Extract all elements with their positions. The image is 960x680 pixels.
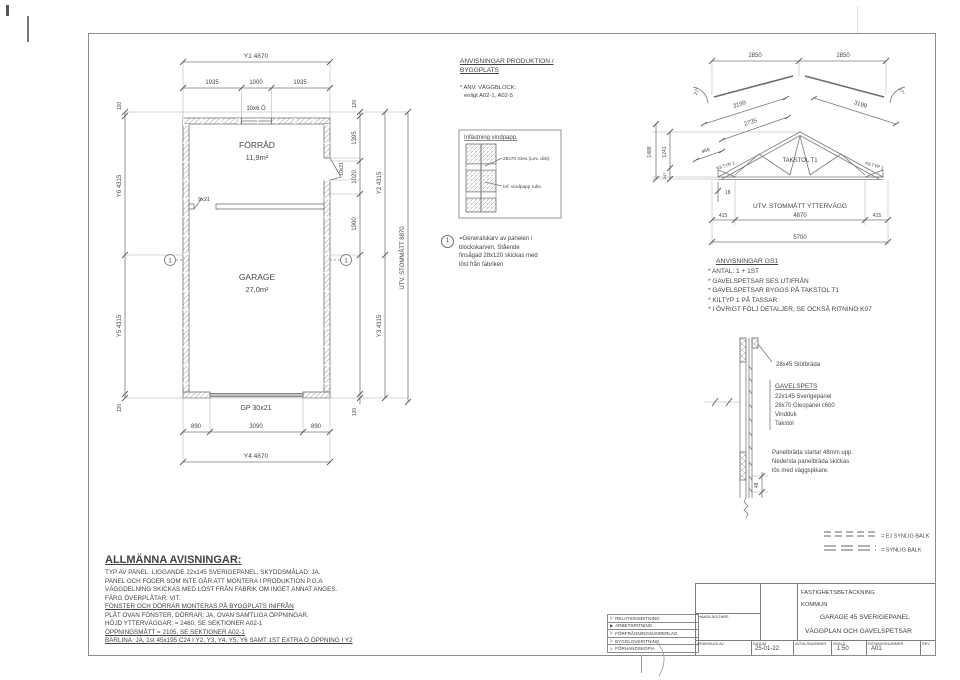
field-value-ritningsnummer: A01 [871, 646, 882, 652]
dim-y1: Y1 4870 [243, 53, 269, 60]
dim-5700: 5700 [793, 235, 807, 241]
field-value-datum: 25-01-22 [755, 646, 780, 652]
gavelspets-title: GAVELSPETS [775, 383, 818, 390]
vindpapp-label-1: 28x70 Gles.(Lev. dist) [503, 157, 550, 162]
status-label: BYGGLOVSRITNING [615, 638, 660, 644]
arrow-outline-icon: ▷ [610, 630, 614, 636]
field-label-avtalsnummer: AVTALSNUMMER [795, 641, 827, 646]
gavel-layer-4: Takstol [775, 421, 794, 427]
gavel-note-1: Panelbräda startar 48mm upp. [772, 450, 854, 456]
dim-2850-left: 2850 [748, 53, 762, 59]
dim-466: 466 [700, 146, 711, 156]
takstol-label: TAKSTOL T1 [782, 158, 818, 164]
gs1-line-1: * ANTAL: 1 + 1ST [708, 268, 760, 275]
dim-stommatt: UTV. STOMMÅTT 8870 [400, 226, 406, 290]
kiltyp-right: KILTYP 1 [864, 160, 885, 171]
hidden-beam-symbol [824, 532, 876, 536]
gs1-title: ANVISNINGAR GS1 [716, 258, 779, 265]
general-notes-line-4: FÄRG ÖVERPLÅTAR: VIT. [105, 594, 181, 602]
titleblock-line [695, 583, 696, 655]
general-note-line-2: blockskarven. Stående [459, 244, 520, 251]
status-label: FÖRFRÅGNINGSUNDERLAG [615, 630, 678, 636]
vindpapp-detail [458, 126, 568, 222]
room-forrad: FÖRRÅD [239, 140, 275, 150]
plan-dimension-text [117, 53, 406, 460]
property-label: FASTIGHETSBETÄCKNING [801, 590, 875, 596]
visible-beam-symbol [824, 546, 876, 550]
vindpapp-title: Infästning vindpapp. [464, 135, 518, 141]
titleblock-line [751, 640, 752, 655]
window-label: 10x6 Ö [246, 106, 266, 112]
titleblock-line [797, 583, 798, 640]
titleblock-line [760, 583, 761, 640]
dim-top-1: 1935 [205, 80, 219, 86]
title-block [695, 583, 935, 655]
field-label-skala: SKALA [833, 641, 846, 646]
dim-1241: 1241 [662, 146, 668, 158]
status-label: ARBETSRITNING [615, 623, 653, 629]
plan-section-markers [165, 255, 352, 266]
section-marker-left: 1 [168, 258, 172, 265]
general-notes-line-8: ÖPPNINGSMÅTT = 2105, SE SEKTIONER A02-1 [105, 628, 245, 636]
beam-legend [818, 524, 948, 560]
general-notes-line-3: VÄGGDELNING SKICKAS MED LÖST FRÅN FABRIK OM INGET ANNAT ANGES. [105, 586, 338, 593]
dim-3199-left: 3199 [732, 100, 747, 110]
municipality-label: KOMMUN [801, 602, 828, 608]
edge-mark [6, 5, 9, 16]
dim-right-120: 120 [352, 99, 358, 109]
titleblock-line [920, 640, 921, 655]
inner-door-label: 9x21 [198, 197, 210, 203]
production-note-line-1: * ANV. VÄGGBLOCK: [460, 85, 517, 91]
dim-right-1395: 1395 [352, 131, 358, 145]
general-note-line-4: löst från fabriken [459, 261, 504, 268]
dim-415-right: 415 [872, 213, 882, 219]
dim-2735: 2735 [743, 118, 758, 128]
general-notes-line-5: FÖNSTER OCH DÖRRAR MONTERAS PÅ BYGGPLATS INIFRÅN [105, 603, 294, 610]
arrow-filled-icon: ▶ [610, 622, 614, 628]
gs1-line-5: * I ÖVRIGT FÖLJ DETALJER, SE OCKSÅ RITNING K07 [708, 306, 872, 313]
gs1-line-4: * KILTYP 1 PÅ TASSAR [708, 296, 778, 304]
dim-y3: Y3 4315 [377, 314, 383, 338]
handlaggare-label: HANDLÄGGARE [698, 613, 729, 619]
plan-room-labels [239, 140, 276, 294]
section-marker-right: 1 [344, 258, 348, 265]
truss-drawing [638, 40, 938, 255]
dim-right-1900: 1900 [352, 217, 358, 231]
dim-bottom-1: 890 [190, 424, 202, 430]
legend-visible-beam: = SYNLIG BALK [881, 547, 922, 554]
dim-y4: Y4 4870 [243, 453, 269, 460]
room-garage-area: 27,0m² [245, 285, 269, 294]
status-label: RELATIONSRITNING [615, 615, 660, 621]
room-forrad-area: 11,9m² [245, 153, 269, 162]
vindpapp-section [466, 144, 502, 212]
production-note-line-2: enligt A02-1, A02-5 [464, 93, 513, 99]
dim-right-bottom-120: 120 [352, 407, 358, 417]
fold-mark [857, 6, 858, 33]
general-note-line-1: =Generalskarv av panelen i [459, 236, 533, 242]
field-label-ritningsnummer: RITNINGSNUMMER [868, 641, 904, 646]
titleblock-line [866, 640, 867, 655]
signature-squiggle [645, 638, 685, 678]
drawing-title: VÄGGPLAN OCH GAVELSPETSAR [805, 628, 912, 635]
dim-2850-right: 2850 [836, 53, 850, 59]
titleblock-line [831, 640, 832, 655]
gavel-note-3: lös med väggspikare. [772, 468, 829, 474]
garage-port-label: GP 30x21 [240, 405, 272, 412]
field-value-skala: 1:50 [837, 646, 849, 652]
kiltyp-left: KILTYP 1 [715, 160, 736, 171]
dim-right-1020: 1020 [352, 170, 358, 184]
stommatt-yttervagg-title: UTV. STOMMÅTT YTTERVÄGG [753, 203, 847, 210]
dim-y2: Y2 4315 [377, 171, 383, 195]
dim-3199-right: 3199 [853, 100, 868, 110]
stotbrada-label: 28x45 Stötbräda [776, 362, 821, 368]
titleblock-line [793, 640, 794, 655]
general-notes-line-7: HÖJD YTTERVÄGGAR: = 2460, SE SEKTIONER A02-1 [105, 620, 263, 627]
project-title: GARAGE 45 SVERIGEPANEL [820, 614, 910, 621]
general-notes-line-6: PLÅT OVAN FÖNSTER, DÖRRAR: JA, OVAN SAMTLIGA ÖPPNINGAR. [105, 611, 309, 619]
dim-4870: 4870 [793, 213, 807, 219]
truss-frame [715, 132, 883, 180]
general-note-line-3: finsågad 28x120 skickas med [459, 253, 538, 259]
production-notes-title-1: ANVISNINGAR PRODUKTION / [460, 58, 554, 65]
room-garage: GARAGE [238, 272, 276, 282]
status-label: FÖRHANDSKOPIA [615, 646, 655, 652]
floor-plan-drawing [90, 38, 440, 478]
vindpapp-label-2: Inf. vindpapp rulle. [503, 185, 543, 190]
angle-left: 27° [692, 86, 702, 97]
gable-top-chords [693, 76, 905, 103]
arrow-outline-icon: ▷ [610, 645, 614, 651]
dim-415-left: 415 [718, 213, 728, 219]
gs1-line-2: * GAVELSPETSAR SES UTIFRÅN [708, 277, 809, 285]
gavelspets-detail [700, 332, 940, 527]
dim-247: 247 [662, 172, 667, 180]
fold-mark [641, 655, 642, 673]
arrow-outline-icon: ▷ [610, 638, 614, 644]
note-marker-circle: 1 [441, 235, 454, 248]
dim-1488: 1488 [647, 146, 653, 158]
dim-y5: Y5 4315 [117, 314, 123, 338]
side-door-label: 10x21 [339, 162, 345, 176]
edge-mark [27, 16, 29, 42]
gavel-layer-2: 28x70 Glespanel c600 [775, 403, 835, 409]
titleblock-line [695, 583, 935, 584]
dim-bottom-2: 3090 [249, 424, 263, 430]
dim-top-2: 1000 [249, 80, 263, 86]
gavel-note-2: Nedersta panelbräda skickas [772, 459, 850, 465]
angle-right: 27° [896, 86, 906, 97]
production-notes-title-2: BYGGPLATS [460, 67, 499, 74]
dim-left-120-top: 120 [117, 101, 123, 111]
general-notes-title: ALLMÄNNA AVISNINGAR: [105, 554, 242, 566]
field-label-granskad: GRANSKAD AV [697, 641, 724, 646]
truss-dimension-lines [653, 58, 899, 245]
dim-y6: Y6 4315 [117, 174, 123, 198]
general-notes-line-9: BÄRLINA: JA, 1st 45x195 C24 I Y2, Y3, Y4, Y5, Y6 SAMT 1ST EXTRA Ö ÖPPNING I Y2 [105, 637, 353, 644]
dim-18: 18 [725, 190, 731, 196]
gavel-wall-section [704, 338, 772, 518]
legend-hidden-beam: = EJ SYNLIG BALK [881, 533, 930, 540]
general-notes-line-2: PANEL OCH FODER SOM INTE GÅR ATT MONTERA I PRODUKTION P.G.A [105, 577, 323, 585]
dim-top-3: 1935 [293, 80, 307, 86]
field-label-rev: REV [922, 641, 930, 646]
gs1-line-3: * GAVELSPETSAR BYGGS PÅ TAKSTOL T1 [708, 287, 840, 294]
dim-48: 48 [754, 482, 760, 488]
dim-left-120-bottom: 120 [117, 403, 123, 413]
arrow-outline-icon: ▷ [610, 615, 614, 621]
gavel-layer-1: 22x145 Sverigepanel [775, 394, 832, 400]
gavel-layer-3: Vindduk [775, 412, 797, 418]
general-notes-line-1: TYP AV PANEL: LIGGANDE 22x145 SVERIGEPANEL, SKYDDSMÅLAD: JA. [105, 569, 321, 576]
field-label-datum: DATUM [753, 641, 767, 646]
dim-bottom-3: 890 [310, 424, 322, 430]
